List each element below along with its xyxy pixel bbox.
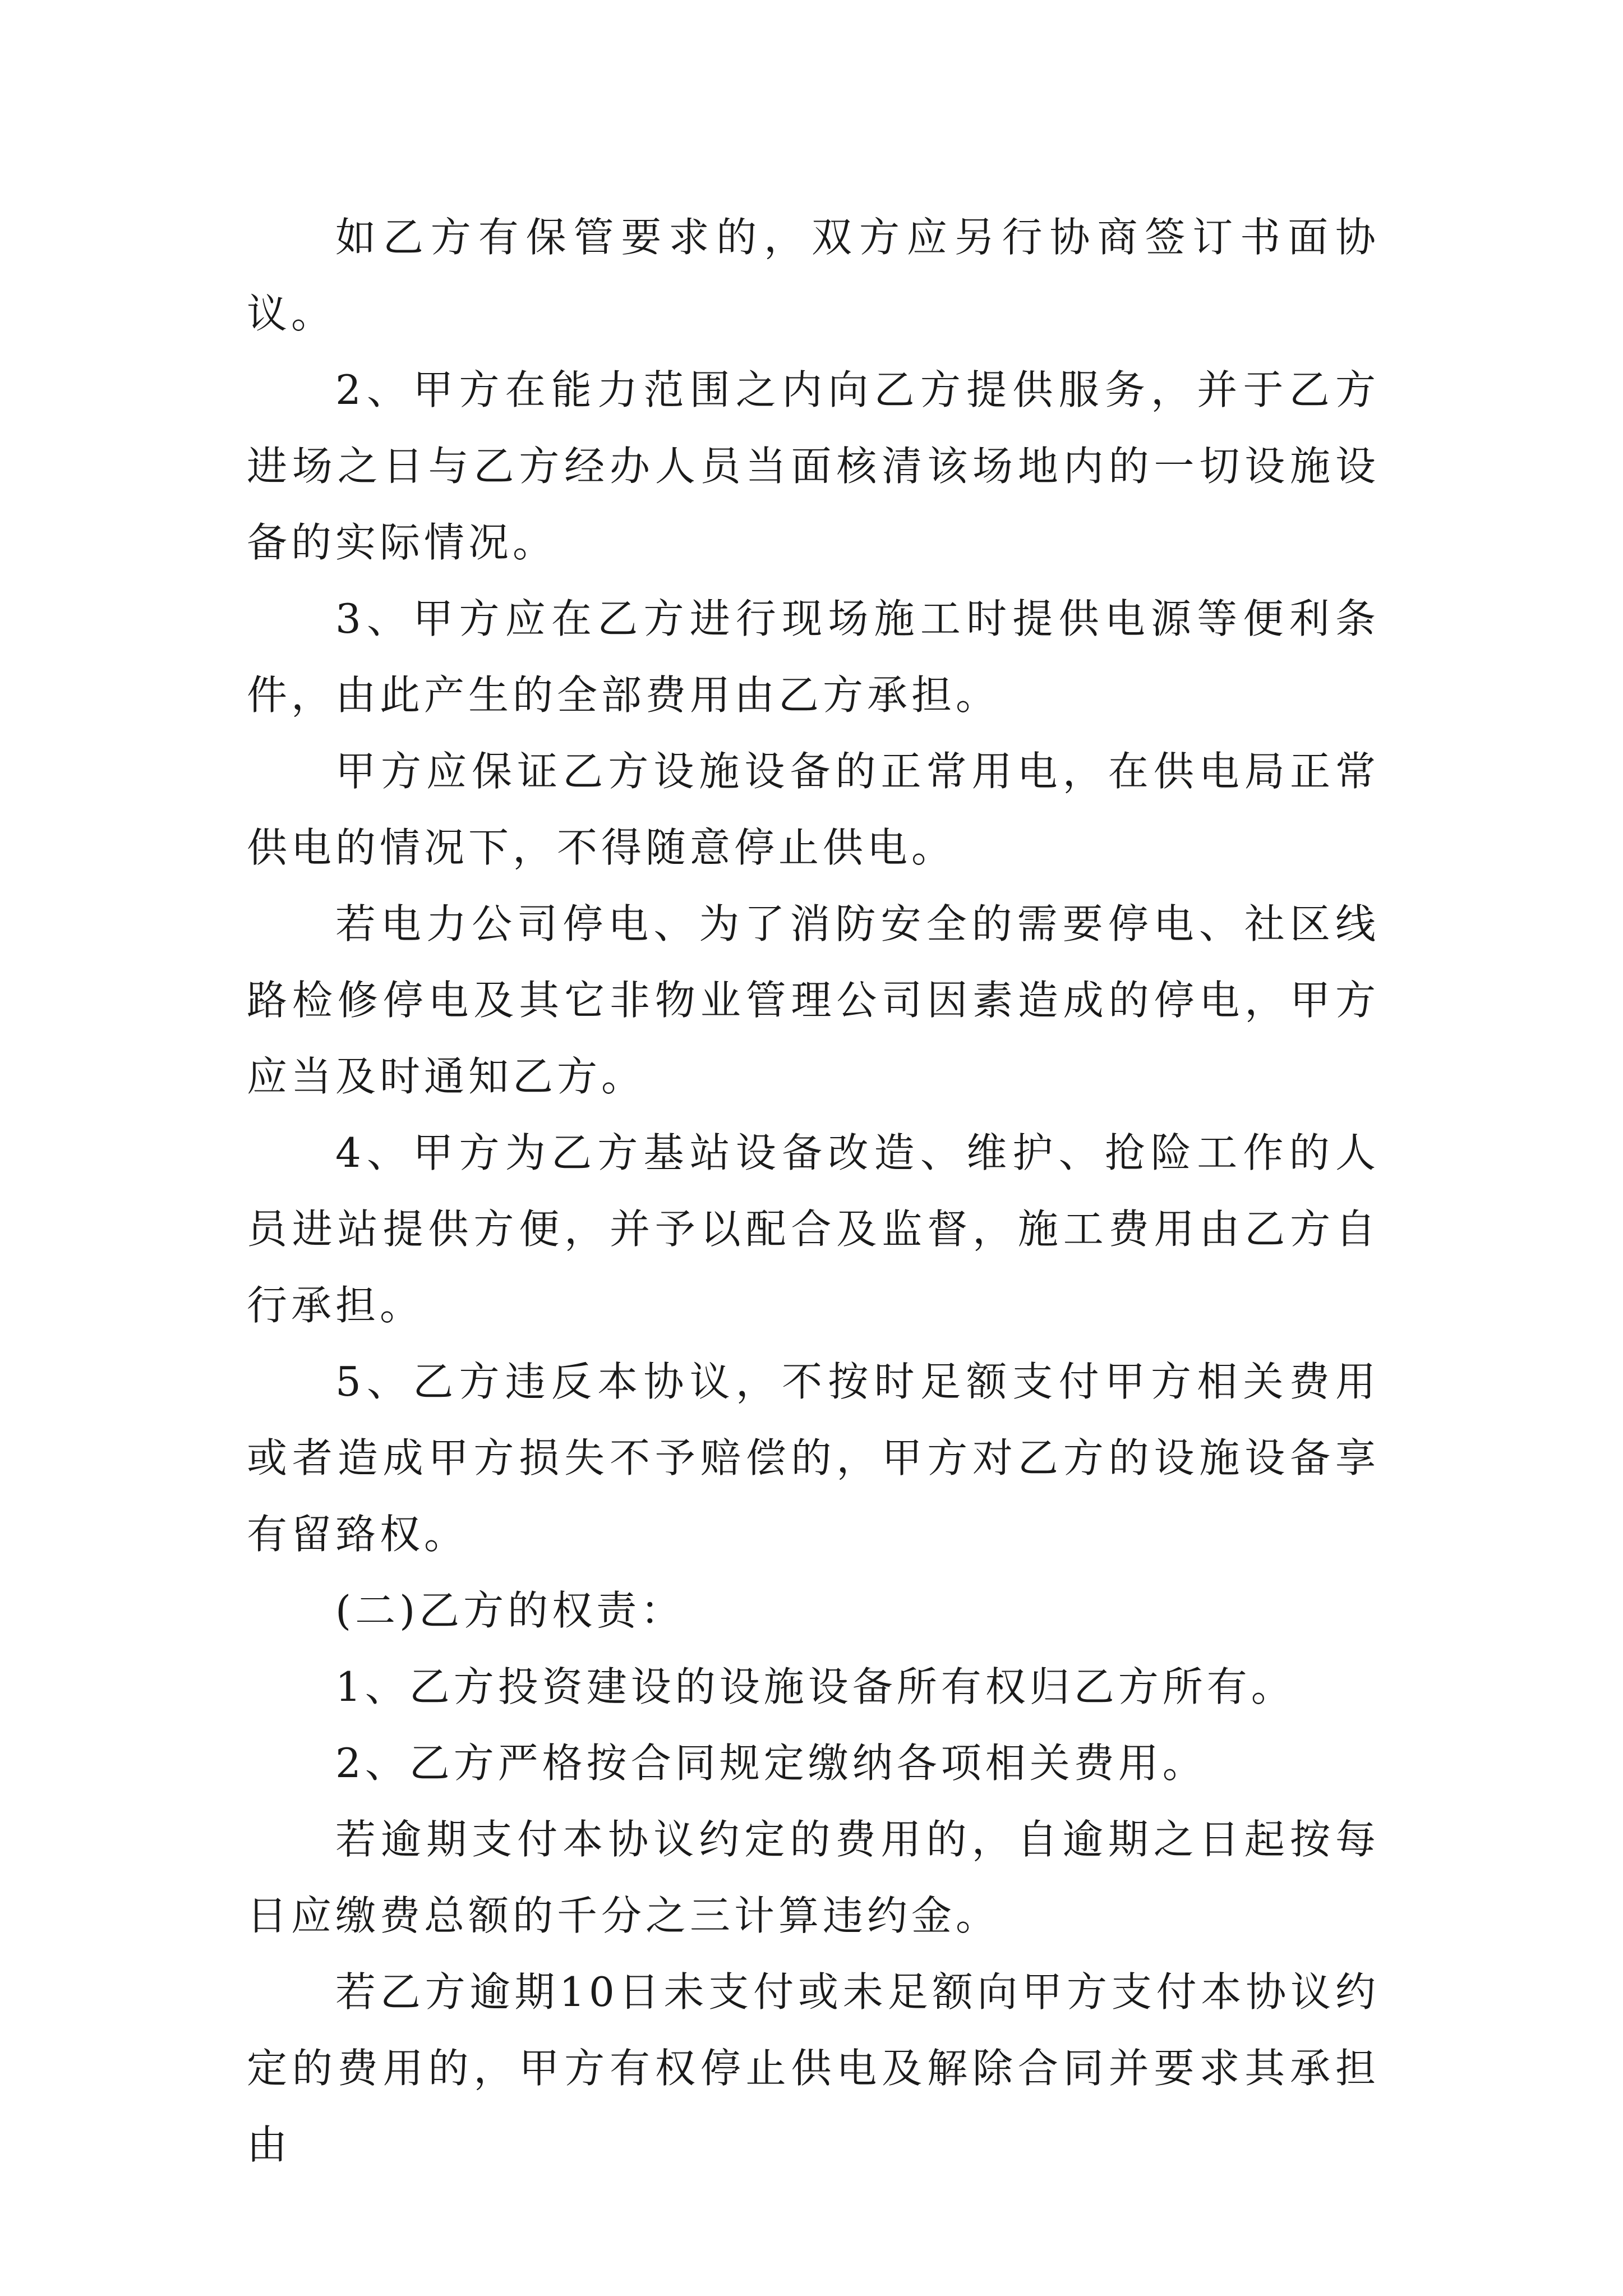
paragraph-b-clause-1-ownership: 1、乙方投资建设的设施设备所有权归乙方所有。 — [335, 1663, 1295, 1710]
paragraph-overdue-termination: 若乙方逾期10日未支付或未足额向甲方支付本协议约定的费用的，甲方有权停止供电及解除合同并要求其承担由 — [247, 1968, 1380, 2168]
paragraph-normal-power-supply: 甲方应保证乙方设施设备的正常用电，在供电局正常供电的情况下，不得随意停止供电。 — [247, 748, 1380, 871]
paragraph-storage-agreement: 如乙方有保管要求的，双方应另行协商签订书面协议。 — [247, 214, 1380, 337]
section-heading-party-b-duties: (二)乙方的权责： — [335, 1587, 685, 1634]
paragraph-clause-3-power: 3、甲方应在乙方进行现场施工时提供电源等便利条件，由此产生的全部费用由乙方承担。 — [247, 595, 1380, 719]
paragraph-b-clause-2-fees: 2、乙方严格按合同规定缴纳各项相关费用。 — [335, 1740, 1207, 1787]
paragraph-clause-2-service: 2、甲方在能力范围之内向乙方提供服务，并于乙方进场之日与乙方经办人员当面核清该场地内的一切设施设备的实际情况。 — [247, 366, 1380, 566]
document-body — [247, 199, 1380, 2183]
paragraph-clause-5-lien: 5、乙方违反本协议，不按时足额支付甲方相关费用或者造成甲方损失不予赔偿的，甲方对乙方的设施设备享有留臵权。 — [247, 1358, 1380, 1558]
paragraph-clause-4-access: 4、甲方为乙方基站设备改造、维护、抢险工作的人员进站提供方便，并予以配合及监督，施工费用由乙方自行承担。 — [247, 1129, 1380, 1329]
paragraph-power-outage-notice: 若电力公司停电、为了消防安全的需要停电、社区线路检修停电及其它非物业管理公司因素造成的停电，甲方应当及时通知乙方。 — [247, 900, 1380, 1100]
paragraph-late-payment-penalty: 若逾期支付本协议约定的费用的，自逾期之日起按每日应缴费总额的千分之三计算违约金。 — [247, 1816, 1380, 1939]
